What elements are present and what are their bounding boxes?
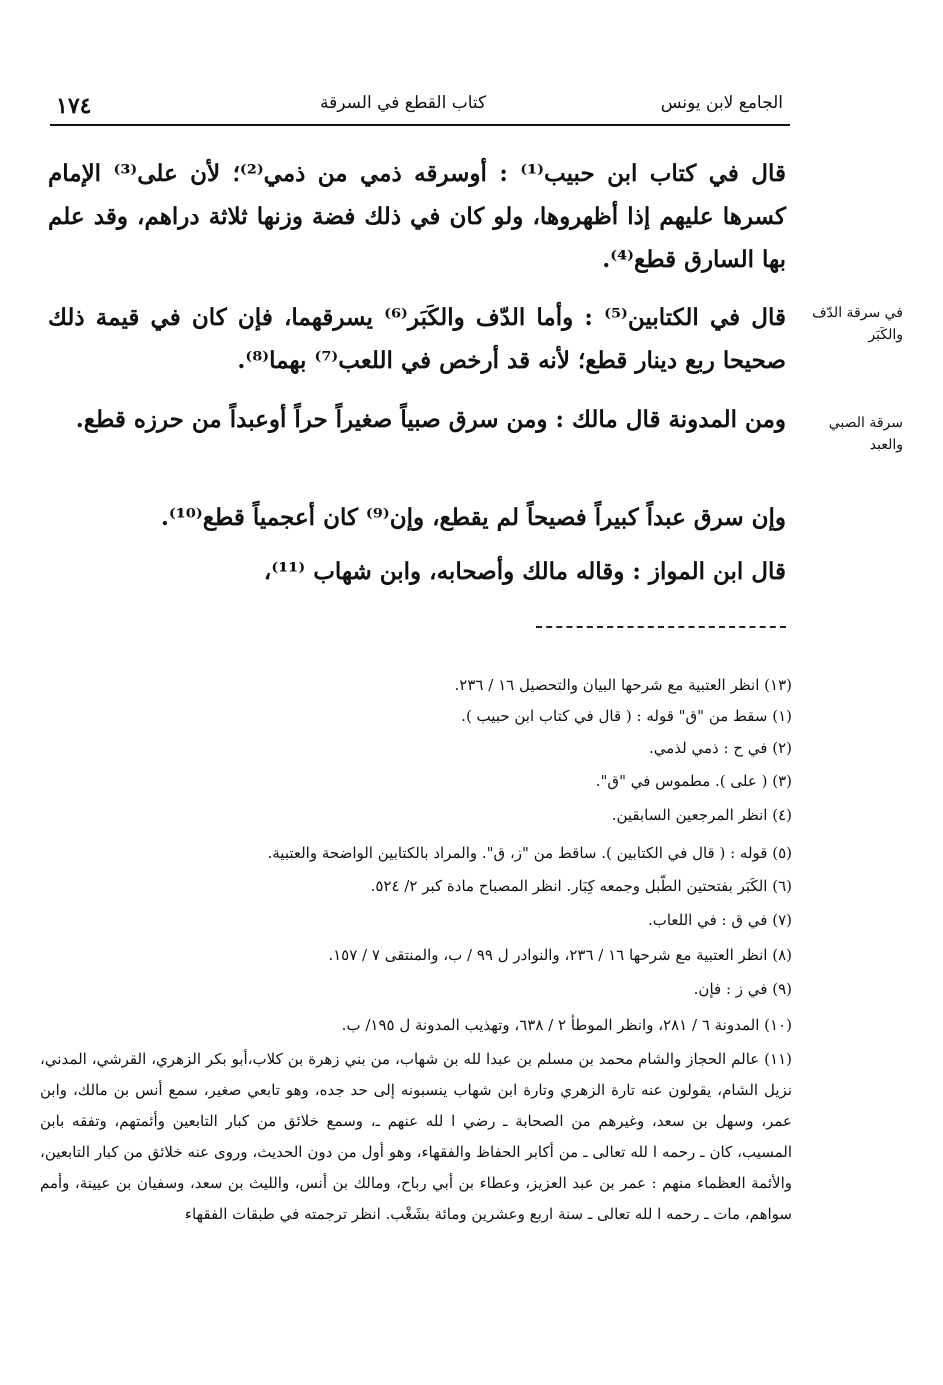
footnote-3: (٣) ( على ). مطموس في "ق". — [595, 772, 792, 790]
header-rule — [50, 124, 790, 126]
margin-note-child-slave: سرقة الصبي والعبد — [828, 415, 903, 453]
footnote-separator — [536, 626, 786, 628]
running-header — [0, 93, 943, 123]
page-number: ١٧٤ — [56, 93, 92, 119]
body-paragraph-1: قال في كتاب ابن حبيب⁽¹⁾ : أوسرقه ذمي من ذمي⁽²⁾؛ لأن على⁽³⁾ الإمام كسرها عليهم إذا أظهروها، ولو كان في ذلك فضة وزنها ثلاثة دراهم، وقد علم بها السارق قطع⁽⁴⁾. — [48, 160, 787, 273]
footnote-13: (١٣) انظر العتبية مع شرحها البيان والتحصيل ١٦ / ٢٣٦. — [454, 676, 792, 694]
footnote-7: (٧) في ق : في اللعاب. — [647, 911, 792, 929]
margin-note-drum: في سرقة الدّف والكَبَر — [812, 305, 903, 343]
running-head-book-title: الجامع لابن يونس — [660, 93, 783, 113]
footnote-5: (٥) قوله : ( قال في الكتابين ). ساقط من "ز، ق". والمراد بالكتابين الواضحة والعتبية. — [267, 844, 792, 862]
running-head-chapter-title: كتاب القطع في السرقة — [320, 93, 487, 113]
body-paragraph-3: ومن المدونة قال مالك : ومن سرق صبياً صغيراً حراً أوعبداً من حرزه قطع. — [75, 406, 786, 433]
footnote-8: (٨) انظر العتبية مع شرحها ١٦ / ٢٣٦، والنوادر ل ٩٩ / ب، والمنتقى ٧ / ١٥٧. — [328, 946, 792, 964]
footnote-6: (٦) الكَبَر بفتحتين الطّبل وجمعه كِبَار. انظر المصباح مادة كبر ٢/ ٥٢٤. — [370, 877, 792, 895]
body-paragraph-4: وإن سرق عبداً كبيراً فصيحاً لم يقطع، وإن⁽⁹⁾ كان أعجمياً قطع⁽¹⁰⁾. — [160, 504, 786, 531]
footnote-10: (١٠) المدونة ٦ / ٢٨١، وانظر الموطأ ٢ / ٦٣٨، وتهذيب المدونة ل ١٩٥/ ب. — [341, 1016, 792, 1034]
footnote-2: (٢) في ح : ذمي لذمي. — [649, 739, 792, 757]
body-paragraph-2: قال في الكتابين⁽⁵⁾ : وأما الدّف والكَبَر⁽⁶⁾ يسرقهما، فإن كان في قيمة ذلك صحيحا ربع دينار قطع؛ لأنه قد أرخص في اللعب⁽⁷⁾ بهما⁽⁸⁾. — [48, 304, 786, 374]
footnote-4: (٤) انظر المرجعين السابقين. — [611, 806, 792, 824]
footnote-11: (١١) عالم الحجاز والشام محمد بن مسلم بن عبدا لله بن شهاب، من بني زهرة بن كلاب،أبو بكر الزهري، القرشي، المدني، نزيل الشام، يقولون عنه تارة الزهري وتارة ابن شهاب ينسبونه إلى حد جده، وهو تابعي صغير، سمع أنس بن مالك، وابن عمر، وسهل بن سعد، وغيرهم من الصحابة ـ رضي ا لله عنهم ـ، وسمع خلائق من كبار التابعين وأئمتهم، وتفقه بابن المسيب، كان ـ رحمه ا لله تعالى ـ من أكابر الحفاظ والفقهاء، وهو أول من دون الحديث، وروى عنه خلائق من كبار التابعين، والأئمة العظماء منهم : عمر بن عبد العزيز، وعطاء بن أبي رباح، ومالك بن أنس، والليث بن سعد، وسفيان بن عيينة، وأمم سواهم، مات ـ رحمه ا لله تعالى ـ سنة اربع وعشرين ومائة بشَغْب. انظر ترجمته في طبقات الفقهاء — [40, 1050, 792, 1223]
footnote-1: (١) سقط من "ق" قوله : ( قال في كتاب ابن حبيب ). — [461, 707, 792, 725]
body-paragraph-5: قال ابن المواز : وقاله مالك وأصحابه، وابن شهاب ⁽¹¹⁾، — [263, 558, 786, 585]
footnote-9: (٩) في ز : فإن. — [693, 980, 792, 998]
